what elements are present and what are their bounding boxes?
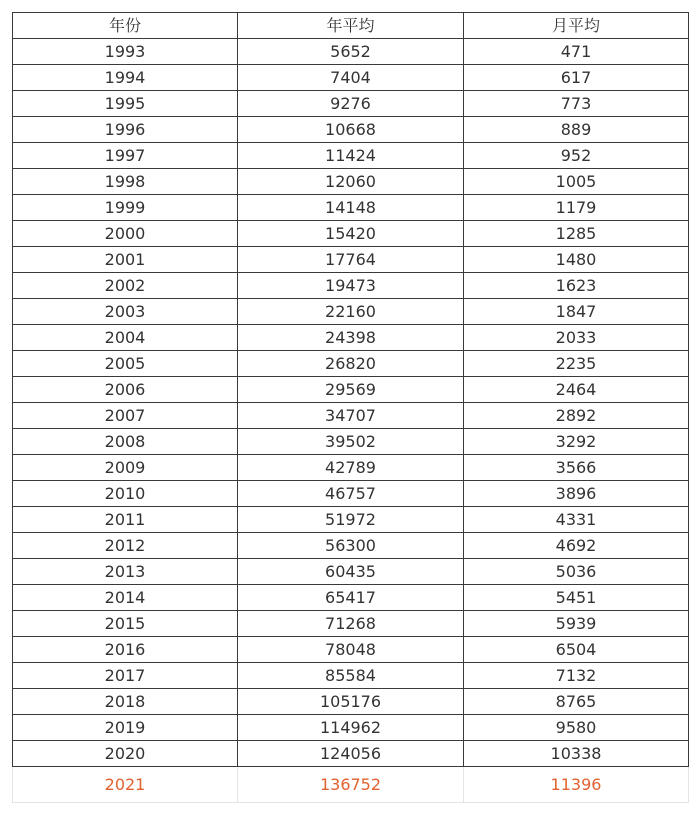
cell-year: 2008 bbox=[13, 429, 238, 455]
cell-monthly-average: 773 bbox=[464, 91, 689, 117]
cell-monthly-average: 952 bbox=[464, 143, 689, 169]
cell-year: 2010 bbox=[13, 481, 238, 507]
cell-monthly-average: 5451 bbox=[464, 585, 689, 611]
cell-year: 2007 bbox=[13, 403, 238, 429]
cell-annual-average: 19473 bbox=[238, 273, 464, 299]
table-row bbox=[13, 559, 689, 585]
cell-monthly-average-highlight: 11396 bbox=[464, 767, 689, 803]
table-row bbox=[13, 273, 689, 299]
cell-year: 2004 bbox=[13, 325, 238, 351]
cell-monthly-average: 5939 bbox=[464, 611, 689, 637]
cell-year: 2003 bbox=[13, 299, 238, 325]
cell-monthly-average: 7132 bbox=[464, 663, 689, 689]
cell-year: 1995 bbox=[13, 91, 238, 117]
header-row bbox=[13, 13, 689, 39]
table-row bbox=[13, 247, 689, 273]
cell-monthly-average: 471 bbox=[464, 39, 689, 65]
cell-year: 1999 bbox=[13, 195, 238, 221]
salary-table bbox=[12, 12, 689, 803]
cell-monthly-average: 4692 bbox=[464, 533, 689, 559]
table-row bbox=[13, 351, 689, 377]
cell-monthly-average: 2235 bbox=[464, 351, 689, 377]
cell-year-highlight: 2021 bbox=[13, 767, 238, 803]
cell-annual-average: 85584 bbox=[238, 663, 464, 689]
table-row bbox=[13, 143, 689, 169]
cell-annual-average: 5652 bbox=[238, 39, 464, 65]
cell-monthly-average: 889 bbox=[464, 117, 689, 143]
cell-annual-average: 9276 bbox=[238, 91, 464, 117]
table-row bbox=[13, 507, 689, 533]
table-row bbox=[13, 299, 689, 325]
cell-monthly-average: 2033 bbox=[464, 325, 689, 351]
cell-year: 2000 bbox=[13, 221, 238, 247]
cell-monthly-average: 2892 bbox=[464, 403, 689, 429]
cell-annual-average: 51972 bbox=[238, 507, 464, 533]
cell-year: 1998 bbox=[13, 169, 238, 195]
cell-year: 2009 bbox=[13, 455, 238, 481]
cell-annual-average: 24398 bbox=[238, 325, 464, 351]
cell-year: 1994 bbox=[13, 65, 238, 91]
table-row bbox=[13, 533, 689, 559]
cell-annual-average: 26820 bbox=[238, 351, 464, 377]
table-row bbox=[13, 481, 689, 507]
table-row bbox=[13, 455, 689, 481]
cell-year: 2016 bbox=[13, 637, 238, 663]
cell-annual-average: 17764 bbox=[238, 247, 464, 273]
cell-monthly-average: 3566 bbox=[464, 455, 689, 481]
cell-monthly-average: 1179 bbox=[464, 195, 689, 221]
cell-monthly-average: 1285 bbox=[464, 221, 689, 247]
table-row bbox=[13, 741, 689, 767]
cell-monthly-average: 6504 bbox=[464, 637, 689, 663]
cell-annual-average: 10668 bbox=[238, 117, 464, 143]
table-row bbox=[13, 195, 689, 221]
table-row bbox=[13, 663, 689, 689]
table-row bbox=[13, 65, 689, 91]
cell-monthly-average: 5036 bbox=[464, 559, 689, 585]
cell-year: 1993 bbox=[13, 39, 238, 65]
table-row bbox=[13, 169, 689, 195]
cell-annual-average: 124056 bbox=[238, 741, 464, 767]
cell-annual-average: 15420 bbox=[238, 221, 464, 247]
cell-annual-average: 60435 bbox=[238, 559, 464, 585]
table-row bbox=[13, 377, 689, 403]
table-row bbox=[13, 689, 689, 715]
highlight-row bbox=[13, 767, 689, 803]
cell-year: 2012 bbox=[13, 533, 238, 559]
table-row bbox=[13, 221, 689, 247]
table-row bbox=[13, 429, 689, 455]
cell-monthly-average: 3896 bbox=[464, 481, 689, 507]
cell-monthly-average: 9580 bbox=[464, 715, 689, 741]
cell-annual-average: 7404 bbox=[238, 65, 464, 91]
table-row bbox=[13, 715, 689, 741]
cell-monthly-average: 4331 bbox=[464, 507, 689, 533]
cell-monthly-average: 8765 bbox=[464, 689, 689, 715]
cell-annual-average: 71268 bbox=[238, 611, 464, 637]
cell-annual-average: 34707 bbox=[238, 403, 464, 429]
cell-annual-average: 22160 bbox=[238, 299, 464, 325]
table-row bbox=[13, 325, 689, 351]
cell-annual-average: 46757 bbox=[238, 481, 464, 507]
cell-monthly-average: 1480 bbox=[464, 247, 689, 273]
table-row bbox=[13, 585, 689, 611]
cell-year: 2018 bbox=[13, 689, 238, 715]
cell-year: 2013 bbox=[13, 559, 238, 585]
header-year: 年份 bbox=[13, 13, 238, 39]
cell-annual-average: 65417 bbox=[238, 585, 464, 611]
table-body bbox=[13, 39, 689, 803]
cell-year: 2019 bbox=[13, 715, 238, 741]
cell-annual-average: 11424 bbox=[238, 143, 464, 169]
cell-year: 2001 bbox=[13, 247, 238, 273]
cell-monthly-average: 10338 bbox=[464, 741, 689, 767]
cell-monthly-average: 1847 bbox=[464, 299, 689, 325]
cell-annual-average-highlight: 136752 bbox=[238, 767, 464, 803]
table-row bbox=[13, 117, 689, 143]
cell-year: 2002 bbox=[13, 273, 238, 299]
cell-year: 2011 bbox=[13, 507, 238, 533]
cell-monthly-average: 3292 bbox=[464, 429, 689, 455]
cell-monthly-average: 617 bbox=[464, 65, 689, 91]
table-row bbox=[13, 637, 689, 663]
header-monthly-average: 月平均 bbox=[464, 13, 689, 39]
table-row bbox=[13, 91, 689, 117]
cell-annual-average: 42789 bbox=[238, 455, 464, 481]
cell-year: 2014 bbox=[13, 585, 238, 611]
cell-year: 2006 bbox=[13, 377, 238, 403]
cell-annual-average: 39502 bbox=[238, 429, 464, 455]
cell-year: 2005 bbox=[13, 351, 238, 377]
cell-year: 2017 bbox=[13, 663, 238, 689]
cell-annual-average: 14148 bbox=[238, 195, 464, 221]
cell-annual-average: 12060 bbox=[238, 169, 464, 195]
table-row bbox=[13, 39, 689, 65]
header-annual-average: 年平均 bbox=[238, 13, 464, 39]
cell-annual-average: 29569 bbox=[238, 377, 464, 403]
table-row bbox=[13, 611, 689, 637]
cell-annual-average: 114962 bbox=[238, 715, 464, 741]
cell-year: 2020 bbox=[13, 741, 238, 767]
cell-year: 1997 bbox=[13, 143, 238, 169]
cell-year: 1996 bbox=[13, 117, 238, 143]
cell-annual-average: 56300 bbox=[238, 533, 464, 559]
cell-monthly-average: 1005 bbox=[464, 169, 689, 195]
cell-monthly-average: 2464 bbox=[464, 377, 689, 403]
cell-year: 2015 bbox=[13, 611, 238, 637]
table-row bbox=[13, 403, 689, 429]
cell-annual-average: 105176 bbox=[238, 689, 464, 715]
cell-monthly-average: 1623 bbox=[464, 273, 689, 299]
cell-annual-average: 78048 bbox=[238, 637, 464, 663]
